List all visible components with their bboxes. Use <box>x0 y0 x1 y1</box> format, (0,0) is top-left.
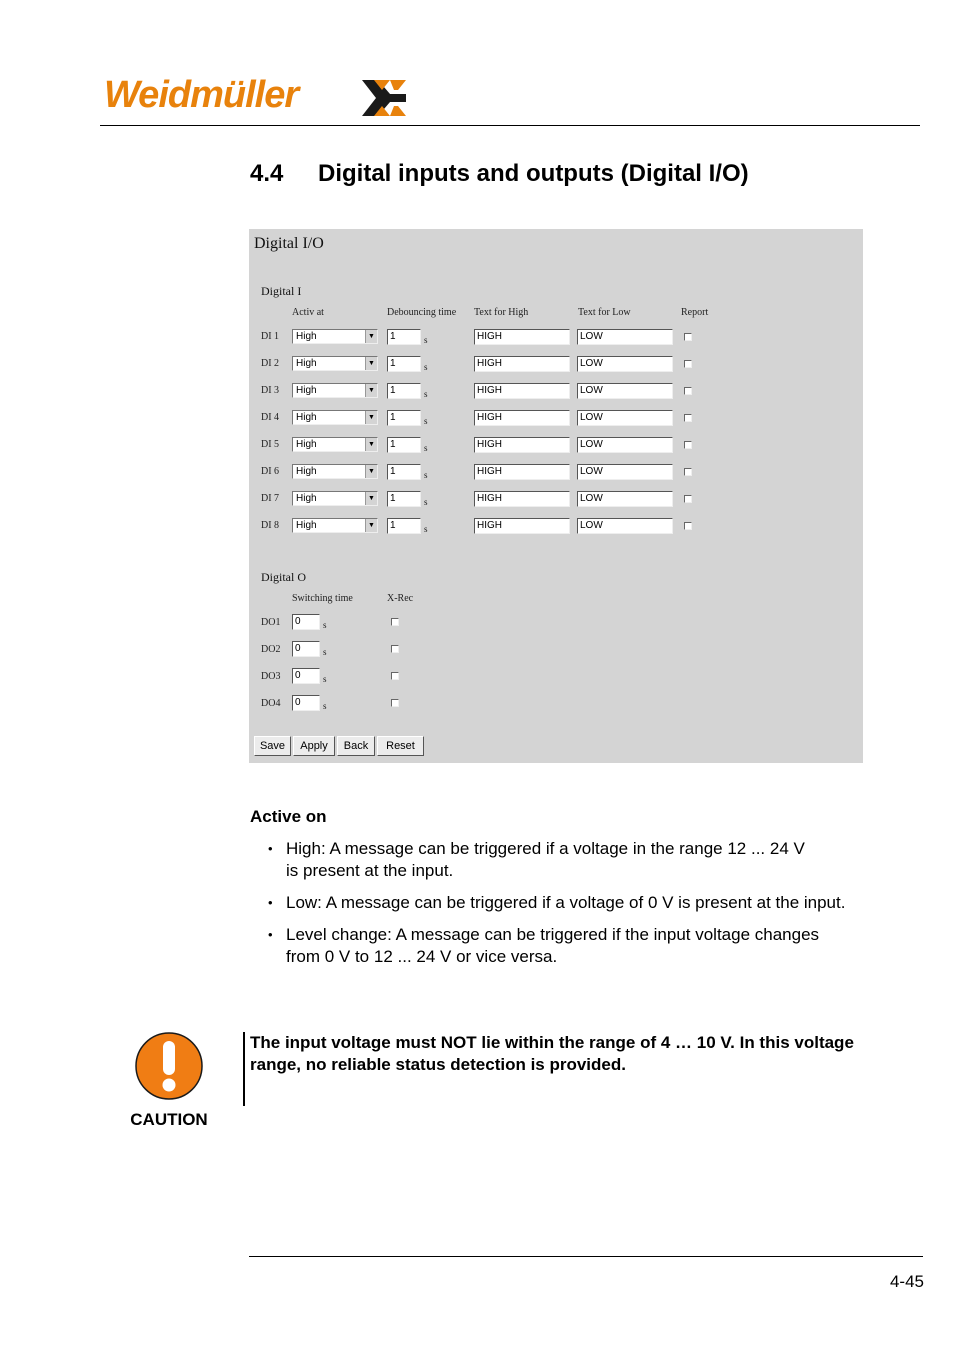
list-item: • Level change: A message can be triggered if the input voltage changes from 0 V to 12 ... 24 V or vice versa. <box>266 924 826 968</box>
debounce-input[interactable]: 1 <box>387 437 421 453</box>
active-on-list <box>266 838 866 978</box>
activ-at-select[interactable]: High ▼ <box>292 464 378 479</box>
digital-io-screenshot <box>249 229 863 763</box>
do-label: DO3 <box>261 671 281 682</box>
unit-seconds: s <box>323 701 327 711</box>
report-checkbox[interactable] <box>684 387 692 395</box>
report-checkbox[interactable] <box>684 441 692 449</box>
di-label: DI 7 <box>261 493 280 504</box>
text-low-input[interactable]: LOW <box>577 464 673 480</box>
text-low-input[interactable]: LOW <box>577 356 673 372</box>
debounce-input[interactable]: 1 <box>387 410 421 426</box>
dropdown-arrow-icon: ▼ <box>365 384 377 397</box>
weidmuller-cross-logo-icon <box>360 76 408 120</box>
di-label: DI 6 <box>261 466 280 477</box>
activ-at-select[interactable]: High ▼ <box>292 329 378 344</box>
col-report: Report <box>681 307 709 318</box>
x-rec-checkbox[interactable] <box>391 645 399 653</box>
col-activ-at: Activ at <box>292 307 324 318</box>
debounce-input[interactable]: 1 <box>387 491 421 507</box>
report-checkbox[interactable] <box>684 414 692 422</box>
report-checkbox[interactable] <box>684 468 692 476</box>
debounce-input[interactable]: 1 <box>387 329 421 345</box>
switching-time-input[interactable]: 0 <box>292 641 320 657</box>
active-on-heading: Active on <box>250 807 327 826</box>
unit-seconds: s <box>323 647 327 657</box>
text-high-input[interactable]: HIGH <box>474 329 570 345</box>
report-checkbox[interactable] <box>684 522 692 530</box>
do-label: DO1 <box>261 617 281 628</box>
dropdown-arrow-icon: ▼ <box>365 519 377 532</box>
text-high-input[interactable]: HIGH <box>474 464 570 480</box>
report-checkbox[interactable] <box>684 495 692 503</box>
text-low-input[interactable]: LOW <box>577 491 673 507</box>
switching-time-input[interactable]: 0 <box>292 695 320 711</box>
unit-seconds: s <box>424 470 428 480</box>
list-item: • Low: A message can be triggered if a voltage of 0 V is present at the input. <box>266 892 856 914</box>
dropdown-arrow-icon: ▼ <box>365 492 377 505</box>
report-checkbox[interactable] <box>684 333 692 341</box>
text-high-input[interactable]: HIGH <box>474 491 570 507</box>
section-title <box>250 158 749 190</box>
brand-logo-text: Weidmüller <box>104 74 299 116</box>
dropdown-arrow-icon: ▼ <box>365 465 377 478</box>
back-button[interactable]: Back <box>337 736 375 756</box>
col-x-rec: X-Rec <box>387 593 414 604</box>
activ-at-select[interactable]: High ▼ <box>292 491 378 506</box>
reset-button[interactable]: Reset <box>377 736 424 756</box>
activ-at-select[interactable]: High ▼ <box>292 356 378 371</box>
di-label: DI 3 <box>261 385 280 396</box>
text-low-input[interactable]: LOW <box>577 518 673 534</box>
exclamation-caution-icon <box>134 1031 204 1101</box>
debounce-input[interactable]: 1 <box>387 518 421 534</box>
caution-divider <box>243 1032 245 1106</box>
activ-at-select[interactable]: High ▼ <box>292 383 378 398</box>
activ-at-select[interactable]: High ▼ <box>292 437 378 452</box>
header-rule <box>100 125 920 126</box>
activ-at-select[interactable]: High ▼ <box>292 410 378 425</box>
apply-button[interactable]: Apply <box>293 736 335 756</box>
switching-time-input[interactable]: 0 <box>292 614 320 630</box>
di-label: DI 8 <box>261 520 280 531</box>
col-text-for-high: Text for High <box>474 307 529 318</box>
x-rec-checkbox[interactable] <box>391 618 399 626</box>
section-title-text: Digital inputs and outputs (Digital I/O) <box>318 160 749 187</box>
text-high-input[interactable]: HIGH <box>474 410 570 426</box>
report-checkbox[interactable] <box>684 360 692 368</box>
section-number: 4.4 <box>250 160 284 187</box>
caution-label: CAUTION <box>130 1110 208 1129</box>
col-switching-time: Switching time <box>292 593 353 604</box>
panel-title: Digital I/O <box>254 235 324 252</box>
activ-at-select[interactable]: High ▼ <box>292 518 378 533</box>
text-low-input[interactable]: LOW <box>577 329 673 345</box>
col-debouncing-time: Debouncing time <box>387 307 457 318</box>
digital-in-heading: Digital I <box>261 284 302 298</box>
text-low-input[interactable]: LOW <box>577 383 673 399</box>
text-low-input[interactable]: LOW <box>577 437 673 453</box>
debounce-input[interactable]: 1 <box>387 383 421 399</box>
debounce-input[interactable]: 1 <box>387 356 421 372</box>
unit-seconds: s <box>424 443 428 453</box>
text-high-input[interactable]: HIGH <box>474 356 570 372</box>
unit-seconds: s <box>424 389 428 399</box>
list-item: • High: A message can be triggered if a voltage in the range 12 ... 24 V is present at the input. <box>266 838 806 882</box>
x-rec-checkbox[interactable] <box>391 699 399 707</box>
unit-seconds: s <box>424 335 428 345</box>
digital-out-heading: Digital O <box>261 570 306 584</box>
dropdown-arrow-icon: ▼ <box>365 438 377 451</box>
text-high-input[interactable]: HIGH <box>474 383 570 399</box>
unit-seconds: s <box>323 674 327 684</box>
footer-rule <box>249 1256 923 1257</box>
unit-seconds: s <box>323 620 327 630</box>
text-low-input[interactable]: LOW <box>577 410 673 426</box>
page-number: 4-45 <box>889 1272 924 1291</box>
di-label: DI 2 <box>261 358 280 369</box>
switching-time-input[interactable]: 0 <box>292 668 320 684</box>
di-label: DI 4 <box>261 412 280 423</box>
caution-text: The input voltage must NOT lie within the range of 4 … 10 V. In this voltage range, no reliable status detection is provided. <box>250 1033 854 1074</box>
x-rec-checkbox[interactable] <box>391 672 399 680</box>
dropdown-arrow-icon: ▼ <box>365 411 377 424</box>
unit-seconds: s <box>424 362 428 372</box>
dropdown-arrow-icon: ▼ <box>365 330 377 343</box>
text-high-input[interactable]: HIGH <box>474 518 570 534</box>
text-high-input[interactable]: HIGH <box>474 437 570 453</box>
unit-seconds: s <box>424 524 428 534</box>
col-text-for-low: Text for Low <box>578 307 631 318</box>
do-label: DO4 <box>261 698 281 709</box>
do-label: DO2 <box>261 644 281 655</box>
dropdown-arrow-icon: ▼ <box>365 357 377 370</box>
di-label: DI 5 <box>261 439 280 450</box>
unit-seconds: s <box>424 497 428 507</box>
unit-seconds: s <box>424 416 428 426</box>
save-button[interactable]: Save <box>254 736 291 756</box>
debounce-input[interactable]: 1 <box>387 464 421 480</box>
di-label: DI 1 <box>261 331 280 342</box>
